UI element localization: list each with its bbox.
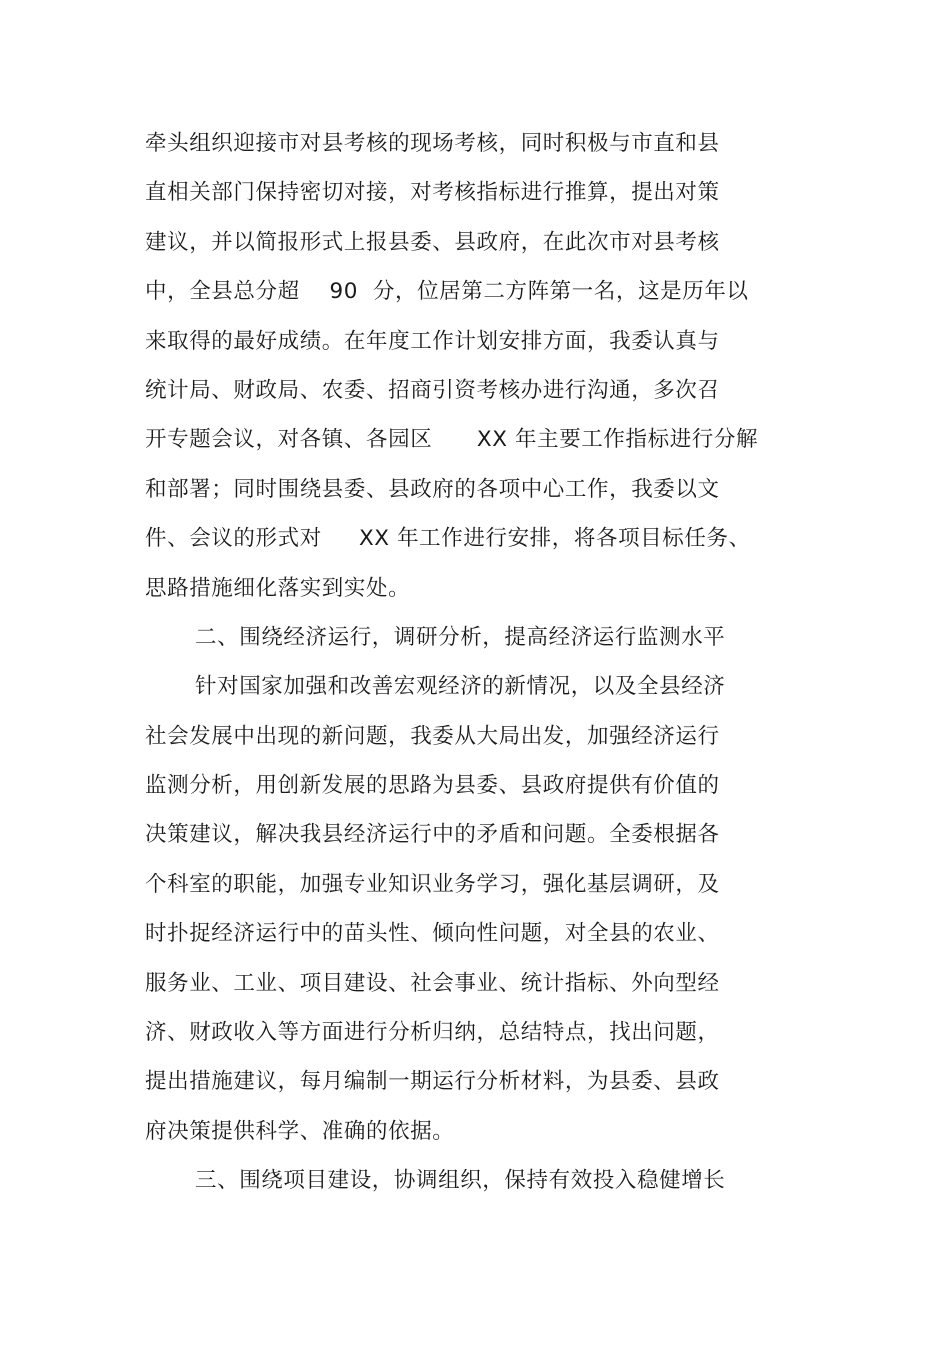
text-line: 社会发展中出现的新问题，我委从大局出发，加强经济运行: [145, 723, 720, 749]
document-body: [145, 119, 825, 1206]
text-line: 针对国家加强和改善宏观经济的新情况，以及全县经济: [195, 674, 726, 700]
text-line: 牵头组织迎接市对县考核的现场考核，同时积极与市直和县: [145, 131, 720, 156]
text-line: 直相关部门保持密切对接，对考核指标进行推算，提出对策: [145, 180, 720, 206]
text-line: 服务业、工业、项目建设、社会事业、统计指标、外向型经: [145, 970, 720, 996]
text-line: 建议，并以简报形式上报县委、县政府，在此次市对县考核: [145, 229, 720, 255]
text-line: 中，全县总分超 90 分，位居第二方阵第一名，这是历年以: [145, 279, 749, 305]
paragraph-1: [145, 119, 825, 613]
text-line: 开专题会议，对各镇、各园区 XX 年主要工作指标进行分解: [145, 427, 759, 453]
text-line: 件、会议的形式对 XX 年工作进行安排，将各项目标任务、: [145, 526, 751, 552]
text-line: 统计局、财政局、农委、招商引资考核办进行沟通，多次召: [145, 377, 720, 403]
text-line: 府决策提供科学、准确的依据。: [145, 1118, 455, 1144]
text-line: 决策建议，解决我县经济运行中的矛盾和问题。全委根据各: [145, 822, 720, 848]
text-line: 和部署；同时围绕县委、县政府的各项中心工作，我委以文: [145, 476, 720, 502]
text-line: 时扑捉经济运行中的苗头性、倾向性问题，对全县的农业、: [145, 921, 720, 947]
paragraph-2: [145, 662, 825, 1156]
text-line: 思路措施细化落实到实处。: [145, 575, 411, 601]
text-line: 提出措施建议，每月编制一期运行分析材料，为县委、县政: [145, 1069, 720, 1095]
section-heading-2: 二、围绕经济运行，调研分析，提高经济运行监测水平: [195, 624, 726, 650]
text-line: 济、财政收入等方面进行分析归纳，总结特点，找出问题，: [145, 1020, 720, 1046]
section-heading-3: 三、围绕项目建设，协调组织，保持有效投入稳健增长: [195, 1168, 726, 1194]
text-line: 监测分析，用创新发展的思路为县委、县政府提供有价值的: [145, 773, 720, 799]
text-line: 来取得的最好成绩。在年度工作计划安排方面，我委认真与: [145, 328, 720, 354]
text-line: 个科室的职能，加强专业知识业务学习，强化基层调研，及: [145, 871, 720, 897]
